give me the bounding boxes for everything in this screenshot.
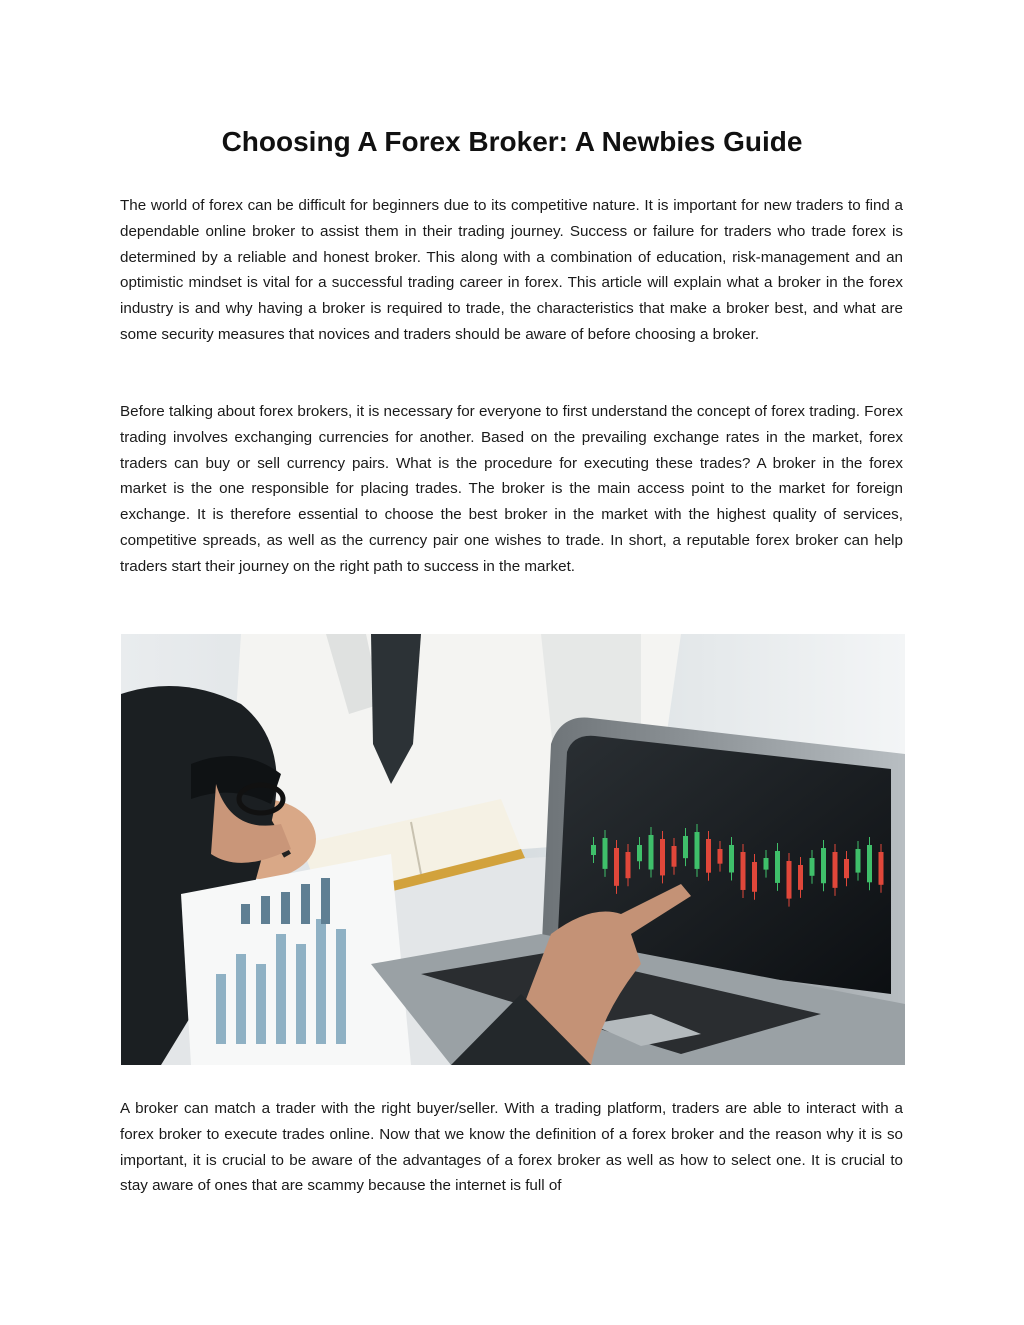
screen-candle <box>856 849 861 873</box>
screen-candle <box>775 851 780 883</box>
paragraph-intro: The world of forex can be difficult for beginners due to its competitive nature. It is important for new traders to find a dependable online broker to assist them in their trading journey. Success or failure for traders who trade forex is determined by a reliable and honest broker. This along with a combination of education, risk-management and an optimistic mindset is vital for a successful trading career in forex. This article will explain what a broker in the forex industry is and why having a broker is required to trade, the characteristics that make a broker best, and what are some security measures that novices and traders should be aware of before choosing a broker. <box>120 197 903 343</box>
paragraph-forex-trading: Before talking about forex brokers, it is necessary for everyone to first understand the concept of forex trading. Forex trading involves exchanging currencies for another. Based on the prevailing exchange rates in the market, forex traders can buy or sell currency pairs. What is the procedure for executing these trades? A broker in the forex market is the one responsible for placing trades. The broker is the main access point to the market for foreign exchange. It is therefore essential to choose the best broker in the market with the highest quality of services, competitive spreads, as well as the currency pair one wishes to trade. In short, a reputable forex broker can help traders start their journey on the right path to success in the market. <box>120 403 903 575</box>
screen-candle <box>867 845 872 882</box>
traders-with-laptop-photo <box>121 634 905 1065</box>
screen-candle <box>764 858 769 870</box>
screen-candle <box>660 839 665 875</box>
screen-candle <box>752 862 757 892</box>
screen-candle <box>695 832 700 869</box>
screen-candle <box>603 838 608 869</box>
screen-candle <box>637 845 642 861</box>
screen-candle <box>810 858 815 876</box>
screen-candle <box>649 835 654 870</box>
paragraph-broker-match: A broker can match a trader with the right buyer/seller. With a trading platform, traders are able to interact with a forex broker to execute trades online. Now that we know the definition of a forex broker and the reason why it is so important, it is crucial to be aware of the advantages of a forex broker as well as how to select one. It is crucial to stay aware of ones that are scammy because the internet is full of <box>120 1100 903 1195</box>
screen-candle <box>591 845 596 855</box>
screen-candle <box>683 836 688 858</box>
screen-candle <box>672 846 677 867</box>
screen-candle <box>626 852 631 878</box>
screen-candle <box>844 859 849 878</box>
screen-candle <box>614 848 619 886</box>
screen-candle <box>879 852 884 885</box>
screen-candle <box>729 845 734 872</box>
screen-candle <box>718 849 723 864</box>
screen-candle <box>787 861 792 899</box>
screen-candle <box>741 852 746 890</box>
page-title: Choosing A Forex Broker: A Newbies Guide <box>221 126 803 157</box>
screen-candle <box>798 865 803 890</box>
photo-illustration <box>121 634 905 1065</box>
screen-candle <box>821 848 826 883</box>
screen-candle <box>833 852 838 888</box>
screen-candle <box>706 839 711 873</box>
